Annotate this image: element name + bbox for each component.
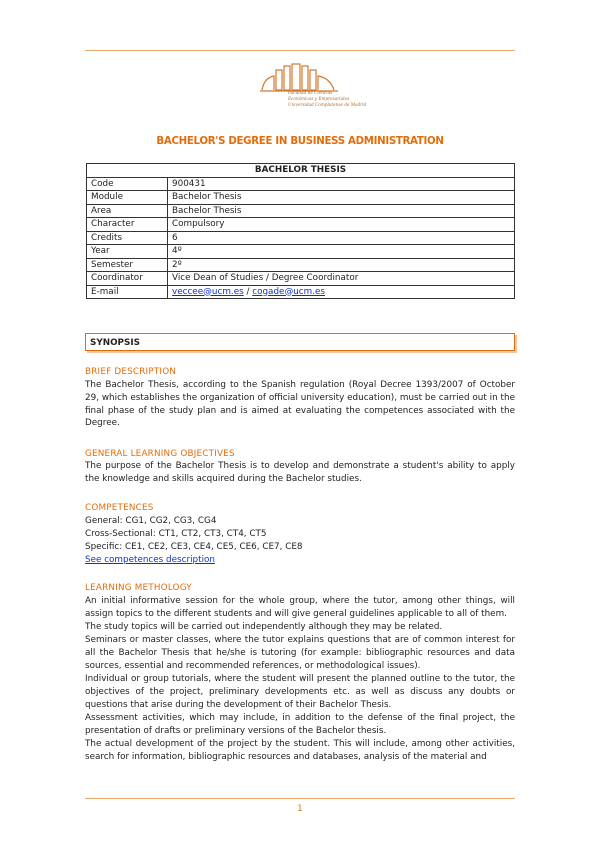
table-row xyxy=(87,204,515,218)
table-row xyxy=(87,258,515,272)
methodology-paragraph-2: The study topics will be carried out independently although they may be related. xyxy=(85,622,443,632)
email-cell xyxy=(168,285,515,299)
methodology-paragraph-4: Individual or group tutorials, where the student will present the planned outline to the tutor, the objectives of the project, preliminary developments etc. as well as discuss any doubts or questions that arise during the development of their Bachelor Thesis. xyxy=(85,674,515,710)
objectives-text: The purpose of the Bachelor Thesis is to develop and demonstrate a student's ability to apply the knowledge and skills acquired during the Bachelor studies. xyxy=(85,461,515,484)
table-row xyxy=(87,272,515,286)
table-row xyxy=(87,285,515,299)
row-key: Module xyxy=(87,191,168,205)
logo-line-2: Económicas y Empresariales xyxy=(288,96,350,101)
header-rule xyxy=(85,50,515,51)
row-key: Coordinator xyxy=(87,272,168,286)
row-value: Compulsory xyxy=(168,218,515,232)
brief-description-heading: BRIEF DESCRIPTION xyxy=(85,367,177,377)
row-value: 2º xyxy=(168,258,515,272)
document-title: BACHELOR'S DEGREE IN BUSINESS ADMINISTRATION xyxy=(156,136,444,147)
row-key: E-mail xyxy=(87,285,168,299)
table-row xyxy=(87,177,515,191)
course-info-table xyxy=(86,163,515,299)
row-key: Year xyxy=(87,245,168,259)
row-key: Character xyxy=(87,218,168,232)
objectives-heading: GENERAL LEARNING OBJECTIVES xyxy=(85,449,235,459)
row-value: 4º xyxy=(168,245,515,259)
email-link-veccee[interactable]: veccee@ucm.es xyxy=(172,286,244,297)
table-row xyxy=(87,218,515,232)
table-row xyxy=(87,245,515,259)
competences-general: General: CG1, CG2, CG3, CG4 xyxy=(85,516,217,526)
competences-specific: Specific: CE1, CE2, CE3, CE4, CE5, CE6, CE7, CE8 xyxy=(85,542,303,552)
synopsis-heading: SYNOPSIS xyxy=(85,333,515,351)
methodology-heading: LEARNING METHOLOGY xyxy=(85,583,192,593)
row-value: Bachelor Thesis xyxy=(168,191,515,205)
logo-line-1: Facultad de Ciencias xyxy=(288,90,333,95)
row-key: Area xyxy=(87,204,168,218)
row-value: 900431 xyxy=(168,177,515,191)
page-number: 1 xyxy=(297,804,303,814)
methodology-paragraph-1: An initial informative session for the whole group, where the tutor, among other things, will assign topics to the different students and will give general guidelines applicable to all of them. xyxy=(85,596,515,619)
competences-heading: COMPETENCES xyxy=(85,503,154,513)
row-value: Vice Dean of Studies / Degree Coordinator xyxy=(168,272,515,286)
table-heading: BACHELOR THESIS xyxy=(87,164,515,178)
methodology-paragraph-5: Assessment activities, which may include, in addition to the defense of the final project, the presentation of drafts or preliminary versions of the Bachelor thesis. xyxy=(85,713,515,736)
row-value: 6 xyxy=(168,231,515,245)
footer-rule xyxy=(85,798,515,799)
email-separator: / xyxy=(243,286,253,297)
competences-cross-sectional: Cross-Sectional: CT1, CT2, CT3, CT4, CT5 xyxy=(85,529,267,539)
logo-line-3: Universidad Complutense de Madrid xyxy=(288,102,367,107)
table-row xyxy=(87,231,515,245)
row-value: Bachelor Thesis xyxy=(168,204,515,218)
table-row xyxy=(87,191,515,205)
row-key: Credits xyxy=(87,231,168,245)
methodology-paragraph-6: The actual development of the project by the student. This will include, among other activities, search for information, bibliographic resources and databases, analysis of the material and xyxy=(85,739,515,762)
competences-description-link[interactable]: See competences description xyxy=(85,555,215,565)
methodology-paragraph-3: Seminars or master classes, where the tutor explains questions that are of common interest for all the Bachelor Thesis that he/she is tutoring (for example: bibliographic resources and data sources, essential and recommended references, or methodological issues). xyxy=(85,635,515,671)
email-link-cogade[interactable]: cogade@ucm.es xyxy=(252,286,326,297)
row-key: Semester xyxy=(87,258,168,272)
row-key: Code xyxy=(87,177,168,191)
brief-description-text: The Bachelor Thesis, according to the Spanish regulation (Royal Decree 1393/2007 of October 29, which establishes the organization of official university education), must be carried out in the final phase of the study plan and is aimed at evaluating the competences associated with the Degree. xyxy=(85,380,515,429)
